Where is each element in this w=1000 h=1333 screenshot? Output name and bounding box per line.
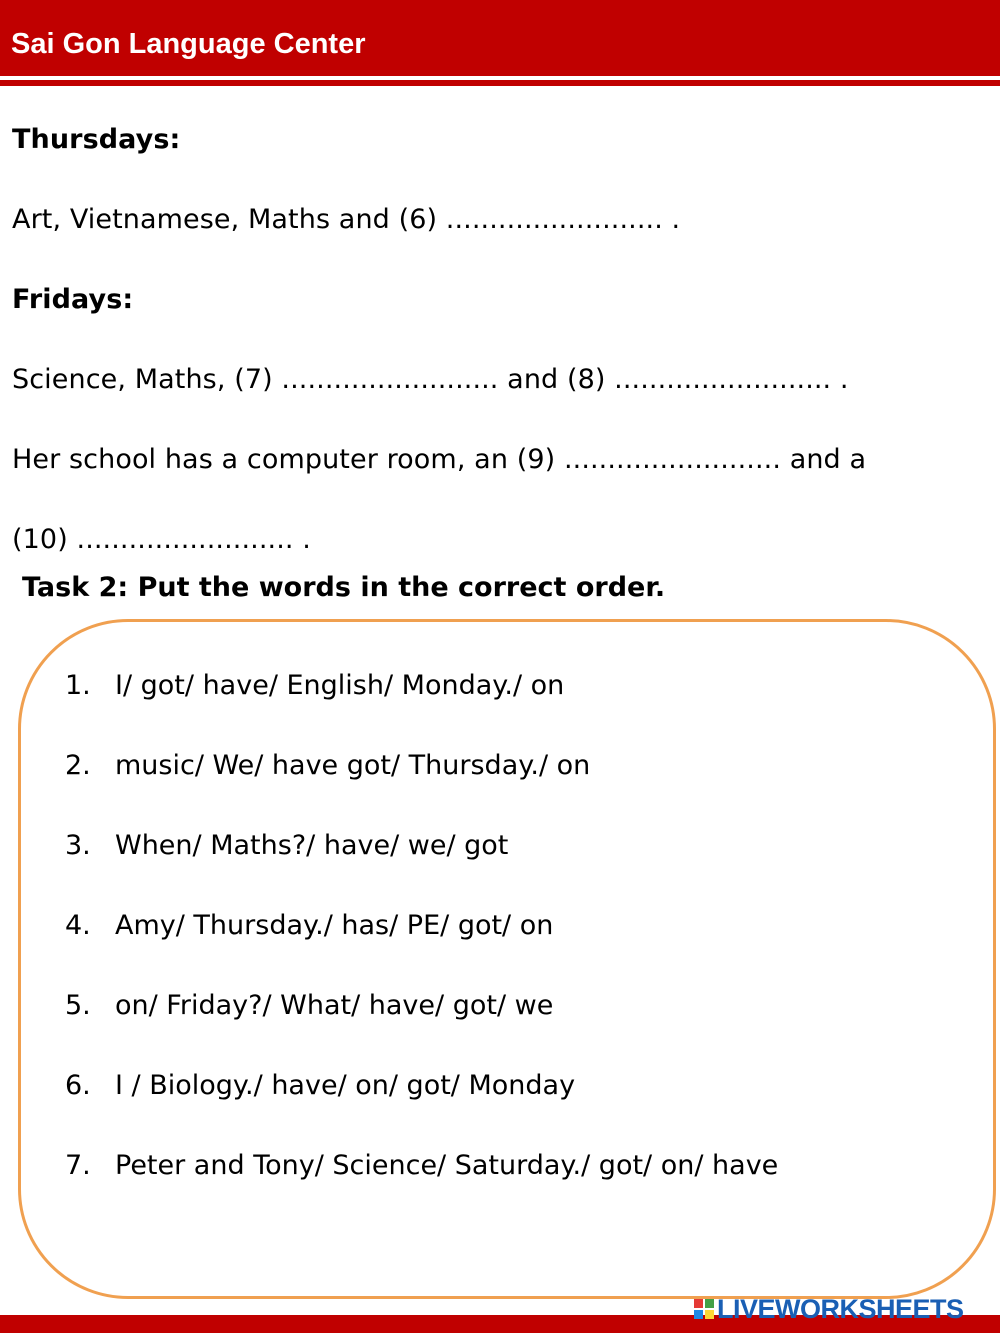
school-text-line-1: Her school has a computer room, an (9) ......................... and a (12, 444, 867, 475)
fridays-text: Science, Maths, (7) ......................... and (8) ......................... . (12, 364, 849, 395)
list-item (65, 670, 564, 701)
item-text: music/ We/ have got/ Thursday./ on (115, 750, 591, 781)
list-item (65, 910, 553, 941)
item-text: I / Biology./ have/ on/ got/ Monday (115, 1070, 576, 1101)
item-number: 2. (65, 750, 91, 781)
list-item (65, 830, 508, 861)
list-item (65, 750, 590, 781)
item-text: I/ got/ have/ English/ Monday./ on (115, 670, 565, 701)
item-number: 5. (65, 990, 91, 1021)
school-text-line-2: (10) ......................... . (12, 524, 311, 555)
logo-blocks-icon (694, 1299, 714, 1319)
item-number: 7. (65, 1150, 91, 1181)
thursdays-label: Thursdays: (12, 124, 181, 155)
item-number: 1. (65, 670, 91, 701)
item-number: 6. (65, 1070, 91, 1101)
item-text: Amy/ Thursday./ has/ PE/ got/ on (115, 910, 554, 941)
liveworksheets-logo[interactable] (694, 1293, 964, 1324)
logo-text: LIVEWORKSHEETS (717, 1293, 964, 1324)
task2-frame (18, 619, 996, 1299)
header-divider (0, 80, 1000, 86)
item-number: 3. (65, 830, 91, 861)
list-item (65, 1150, 778, 1181)
item-text: on/ Friday?/ What/ have/ got/ we (115, 990, 554, 1021)
center-title: Sai Gon Language Center (11, 28, 366, 60)
item-number: 4. (65, 910, 91, 941)
task2-title: Task 2: Put the words in the correct order. (22, 572, 666, 603)
thursdays-text: Art, Vietnamese, Maths and (6) ......................... . (12, 204, 681, 235)
item-text: Peter and Tony/ Science/ Saturday./ got/ on/ have (115, 1150, 779, 1181)
list-item (65, 1070, 575, 1101)
fridays-label: Fridays: (12, 284, 134, 315)
list-item (65, 990, 553, 1021)
item-text: When/ Maths?/ have/ we/ got (115, 830, 509, 861)
